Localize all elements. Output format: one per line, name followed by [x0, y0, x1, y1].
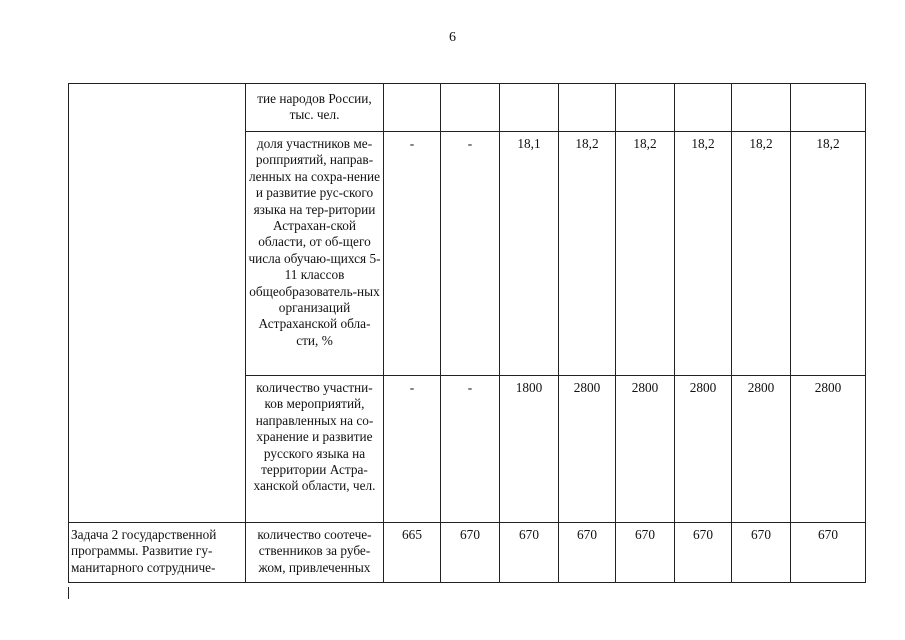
value-cell: 670 — [441, 523, 500, 583]
page-number: 6 — [449, 30, 456, 45]
task-cell-empty — [69, 84, 246, 523]
value-cell: 670 — [791, 523, 866, 583]
value-cell: 2800 — [675, 376, 732, 523]
indicators-table — [68, 83, 866, 583]
value-cell — [675, 84, 732, 132]
value-cell — [441, 84, 500, 132]
table-row — [69, 523, 866, 583]
value-cell: - — [441, 376, 500, 523]
value-cell: 670 — [616, 523, 675, 583]
value-cell: - — [441, 132, 500, 376]
value-cell: 1800 — [500, 376, 559, 523]
value-cell: 2800 — [616, 376, 675, 523]
value-cell: 18,2 — [559, 132, 616, 376]
value-cell: 18,2 — [732, 132, 791, 376]
indicator-cell: доля участников ме-ропприятий, направ-ленных на сохра-нение и развитие рус-ского языка на тер-ритории Астрахан-ской области, от об-щего числа обучаю-щихся 5-11 классов общеобразователь-ных организаций Астраханской обла-сти, % — [246, 132, 384, 376]
value-cell: 670 — [675, 523, 732, 583]
value-cell: 670 — [559, 523, 616, 583]
value-cell: 18,2 — [675, 132, 732, 376]
value-cell: 2800 — [559, 376, 616, 523]
indicator-cell: количество соотече-ственников за рубе-жом, привлеченных — [246, 523, 384, 583]
value-cell — [559, 84, 616, 132]
value-cell: 18,1 — [500, 132, 559, 376]
value-cell: 670 — [732, 523, 791, 583]
value-cell: - — [384, 376, 441, 523]
value-cell: 665 — [384, 523, 441, 583]
value-cell — [616, 84, 675, 132]
value-cell — [791, 84, 866, 132]
value-cell — [500, 84, 559, 132]
value-cell: 2800 — [791, 376, 866, 523]
task-cell: Задача 2 государственной программы. Развитие гу-манитарного сотрудниче- — [69, 523, 246, 583]
value-cell: - — [384, 132, 441, 376]
value-cell: 2800 — [732, 376, 791, 523]
table-left-border-continuation — [68, 587, 69, 599]
value-cell: 18,2 — [616, 132, 675, 376]
indicator-cell: количество участни-ков мероприятий, направленных на со-хранение и развитие русского языка на территории Астра-ханской области, чел. — [246, 376, 384, 523]
indicator-cell: тие народов России, тыс. чел. — [246, 84, 384, 132]
value-cell: 670 — [500, 523, 559, 583]
table-row — [69, 84, 866, 132]
value-cell: 18,2 — [791, 132, 866, 376]
value-cell — [732, 84, 791, 132]
value-cell — [384, 84, 441, 132]
